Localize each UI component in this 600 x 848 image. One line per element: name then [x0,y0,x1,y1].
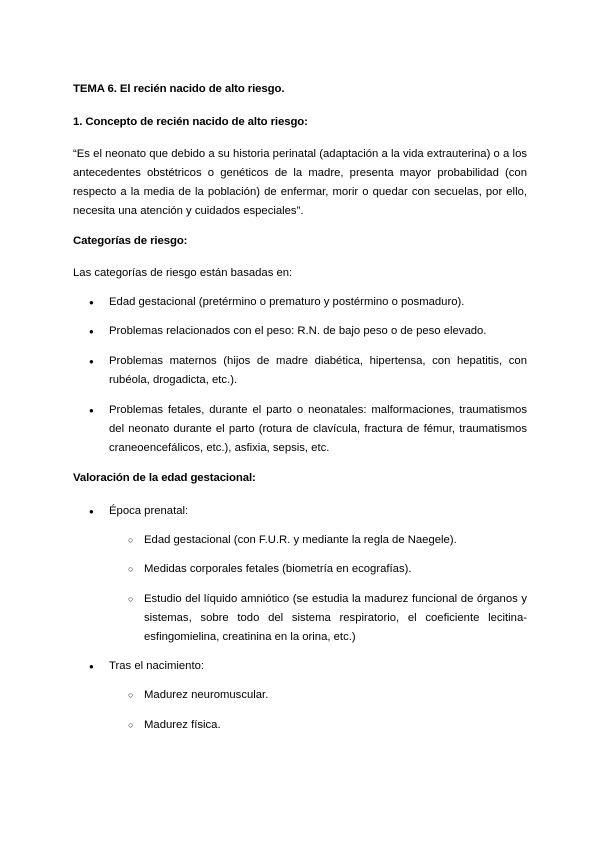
hollow-bullet-icon: ○ [128,720,134,730]
bullet-icon: ● [89,406,94,415]
hollow-bullet-icon: ○ [128,594,134,604]
list-item [89,657,527,676]
section-heading-concept: 1. Concepto de recién nacido de alto riesgo: [73,116,308,128]
document-title: TEMA 6. El recién nacido de alto riesgo. [73,83,285,95]
sub-list-item-text: Edad gestacional (con F.U.R. y mediante la regla de Naegele). [144,534,457,546]
hollow-bullet-icon: ○ [128,690,134,700]
sub-list-item-text: Madurez física. [144,719,221,731]
list-item-text: Edad gestacional (pretérmino o prematuro y postérmino o posmaduro). [109,296,465,308]
risk-categories-intro: Las categorías de riesgo están basadas en: [73,267,293,279]
sub-list-item [128,531,527,550]
bullet-icon: ● [89,662,94,671]
hollow-bullet-icon: ○ [128,535,134,545]
list-item [89,352,527,390]
definition-paragraph: “Es el neonato que debido a su historia perinatal (adaptación a la vida extrauterina) o a los antecedentes obstétricos o genéticos de la madre, presenta mayor probabilidad (con respecto a la media de la población) de enfermar, morir o quedar con secuelas, por ello, necesita una atención y cuidados especiales”. [73,148,527,217]
sub-list-item-text: Medidas corporales fetales (biometría en ecografías). [144,563,412,575]
list-item-text: Época prenatal: [109,505,189,517]
sub-list-item [128,686,527,705]
bullet-icon: ● [89,327,94,336]
sub-list-item-text: Estudio del líquido amniótico (se estudia la madurez funcional de órganos y sistemas, sobre todo del sistema respiratorio, el coeficiente lecitina-esfingomielina, creatinina en la orina, etc.) [144,593,527,643]
sub-list-item [128,590,527,647]
section-heading-gestational-age: Valoración de la edad gestacional: [73,472,256,484]
sub-list-item [128,560,527,579]
bullet-icon: ● [89,298,94,307]
list-item-text: Problemas relacionados con el peso: R.N. de bajo peso o de peso elevado. [109,325,487,337]
list-item [89,502,527,521]
list-item-text: Tras el nacimiento: [109,660,205,672]
sub-list-item [128,716,527,735]
bullet-icon: ● [89,357,94,366]
sub-list-item-text: Madurez neuromuscular. [144,689,269,701]
list-item [89,293,527,312]
bullet-icon: ● [89,507,94,516]
list-item-text: Problemas fetales, durante el parto o neonatales: malformaciones, traumatismos del neonato durante el parto (rotura de clavícula, fractura de fémur, traumatismos craneoencefálicos, etc.), asfixia, sepsis, etc. [109,404,527,454]
list-item-text: Problemas maternos (hijos de madre diabética, hipertensa, con hepatitis, con rubéola, drogadicta, etc.). [109,355,527,386]
list-item [89,322,527,341]
section-heading-risk-categories: Categorías de riesgo: [73,235,188,247]
list-item [89,401,527,458]
hollow-bullet-icon: ○ [128,564,134,574]
